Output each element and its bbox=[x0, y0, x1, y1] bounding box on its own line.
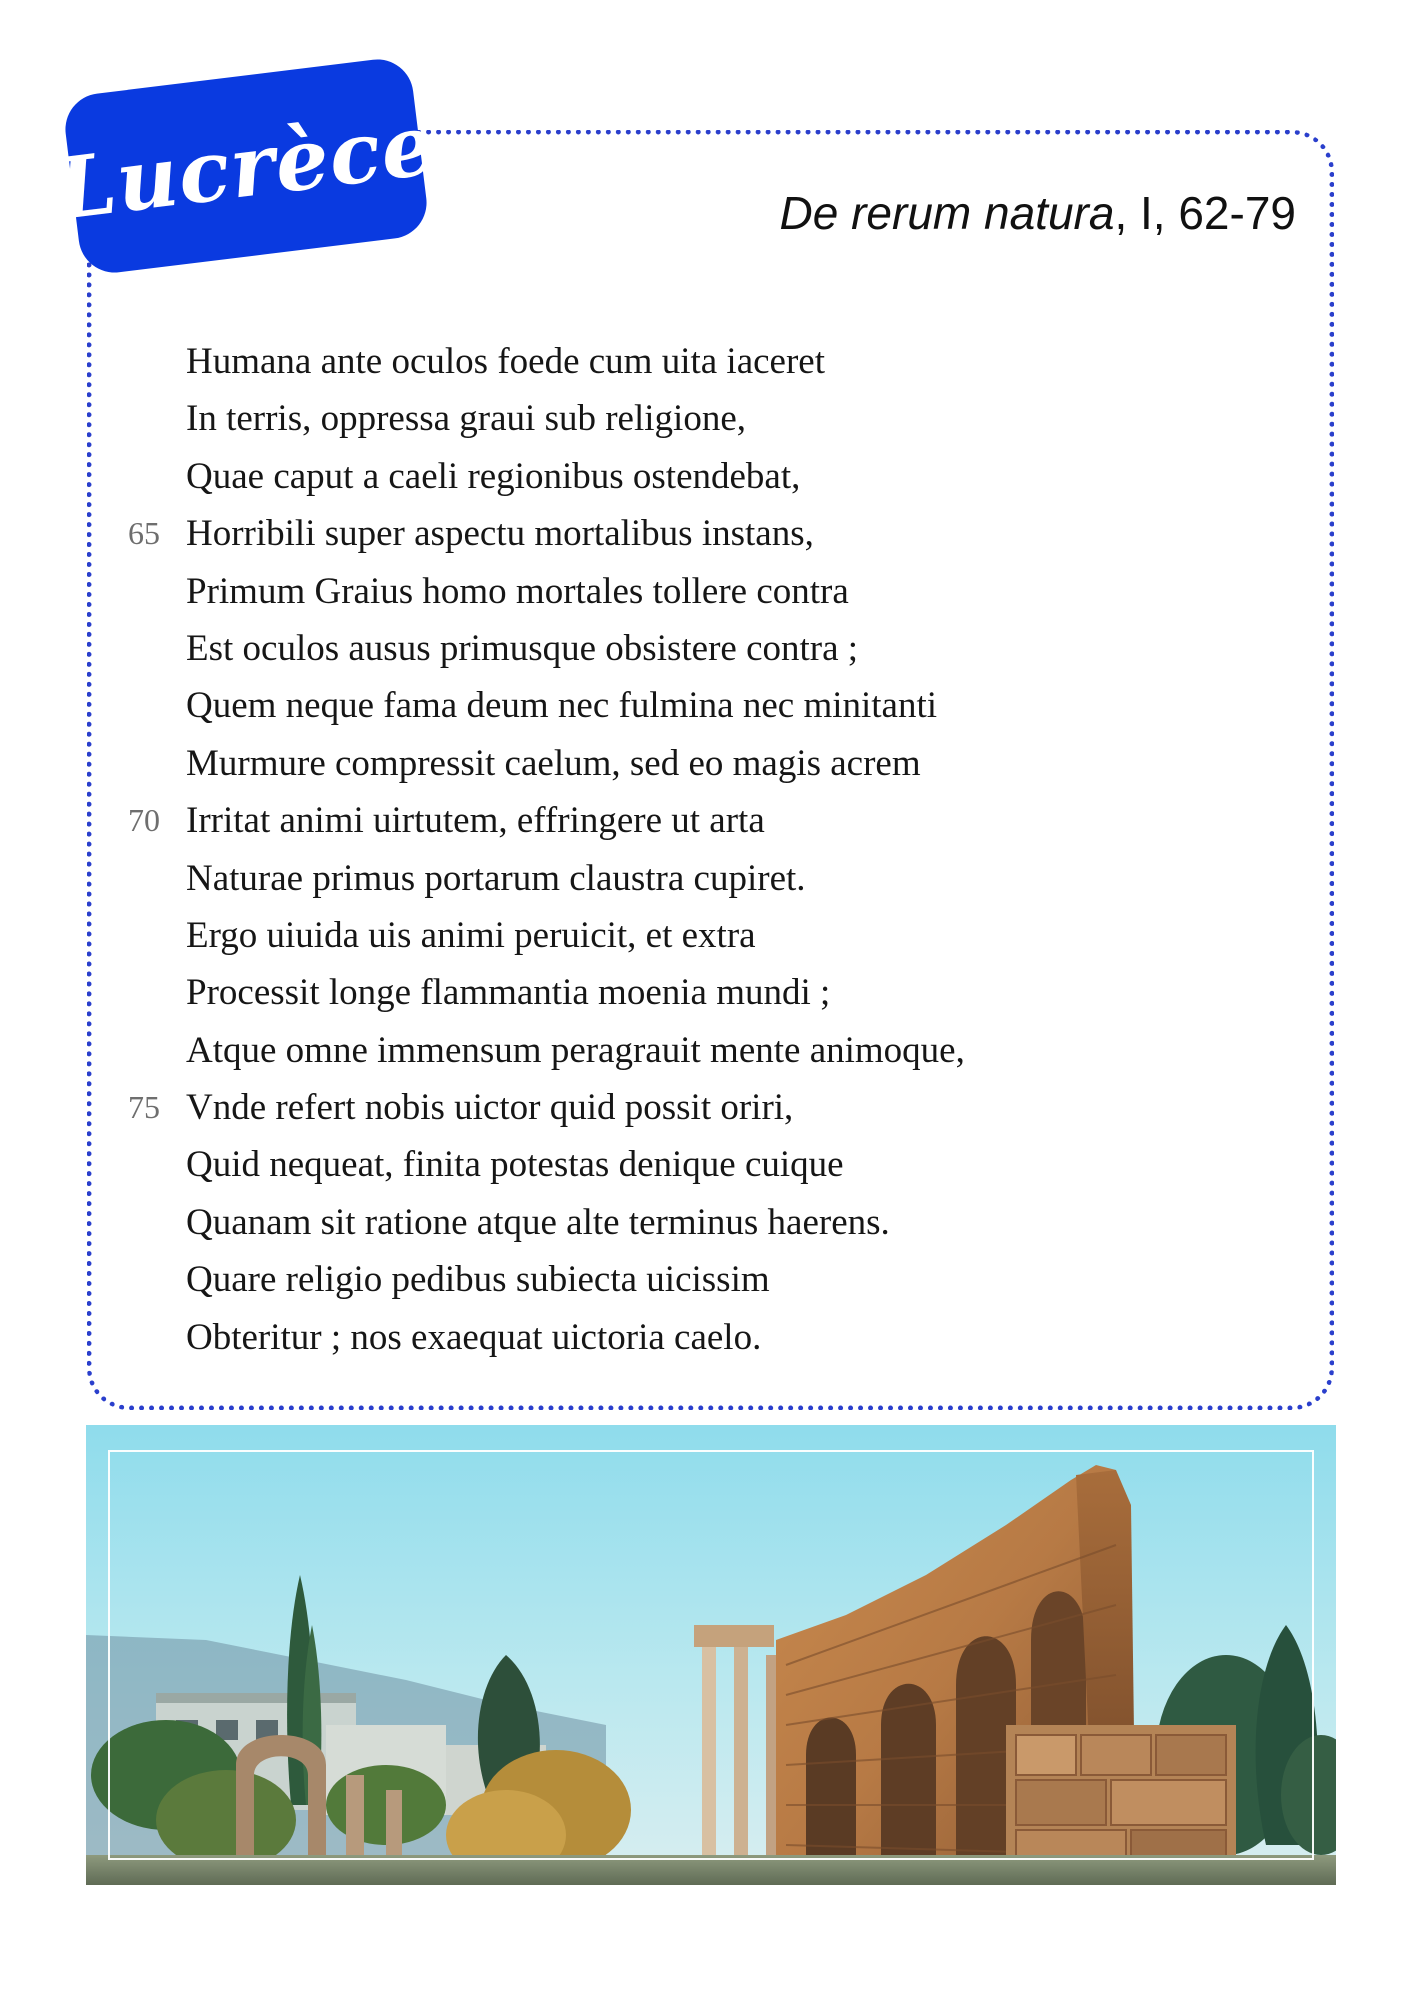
verse-line bbox=[0, 620, 1414, 677]
verse-text: Quare religio pedibus subiecta uicissim bbox=[186, 1259, 770, 1301]
poem-body bbox=[0, 333, 1414, 1366]
work-reference bbox=[780, 186, 1296, 240]
verse-line bbox=[0, 563, 1414, 620]
ground bbox=[86, 1855, 1336, 1885]
verse-number: 65 bbox=[128, 515, 160, 552]
verse-line bbox=[0, 964, 1414, 1021]
verse-text: Atque omne immensum peragrauit mente animoque, bbox=[186, 1029, 965, 1071]
verse-line bbox=[0, 390, 1414, 447]
work-title: De rerum natura bbox=[779, 187, 1115, 239]
verse-line bbox=[0, 792, 1414, 849]
verse-text: Processit longe flammantia moenia mundi ; bbox=[186, 972, 831, 1014]
verse-text: Primum Graius homo mortales tollere contra bbox=[186, 570, 849, 612]
verse-text: Murmure compressit caelum, sed eo magis acrem bbox=[186, 742, 921, 784]
ruins-illustration bbox=[86, 1425, 1336, 1885]
verse-line bbox=[0, 735, 1414, 792]
verse-line bbox=[0, 448, 1414, 505]
verse-line bbox=[0, 1079, 1414, 1136]
verse-line bbox=[0, 333, 1414, 390]
verse-text: Irritat animi uirtutem, effringere ut arta bbox=[186, 800, 765, 842]
author-name: Lucrèce bbox=[51, 93, 441, 239]
verse-line bbox=[0, 505, 1414, 562]
verse-line bbox=[0, 850, 1414, 907]
verse-line bbox=[0, 1022, 1414, 1079]
verse-line bbox=[0, 1194, 1414, 1251]
verse-text: Quae caput a caeli regionibus ostendebat, bbox=[186, 455, 801, 497]
verse-text: Horribili super aspectu mortalibus instans, bbox=[186, 513, 814, 555]
verse-line bbox=[0, 907, 1414, 964]
ruins-photo bbox=[86, 1425, 1336, 1885]
verse-text: Ergo uiuida uis animi peruicit, et extra bbox=[186, 914, 756, 956]
verse-text: Est oculos ausus primusque obsistere contra ; bbox=[186, 627, 859, 669]
verse-line bbox=[0, 1136, 1414, 1193]
verse-text: Obteritur ; nos exaequat uictoria caelo. bbox=[186, 1316, 762, 1358]
verse-number: 70 bbox=[128, 802, 160, 839]
verse-text: Naturae primus portarum claustra cupiret. bbox=[186, 857, 806, 899]
verse-text: Quanam sit ratione atque alte terminus haerens. bbox=[186, 1201, 890, 1243]
work-location: , I, 62-79 bbox=[1114, 187, 1296, 239]
verse-text: Humana ante oculos foede cum uita iaceret bbox=[186, 341, 825, 382]
verse-text: Quid nequeat, finita potestas denique cuique bbox=[186, 1144, 844, 1186]
verse-line bbox=[0, 1309, 1414, 1366]
verse-text: Quem neque fama deum nec fulmina nec minitanti bbox=[186, 685, 938, 727]
verse-text: Vnde refert nobis uictor quid possit oriri, bbox=[186, 1087, 794, 1129]
verse-number: 75 bbox=[128, 1089, 160, 1126]
columns bbox=[694, 1625, 780, 1885]
verse-line bbox=[0, 677, 1414, 734]
verse-line bbox=[0, 1251, 1414, 1308]
verse-text: In terris, oppressa graui sub religione, bbox=[186, 398, 746, 440]
